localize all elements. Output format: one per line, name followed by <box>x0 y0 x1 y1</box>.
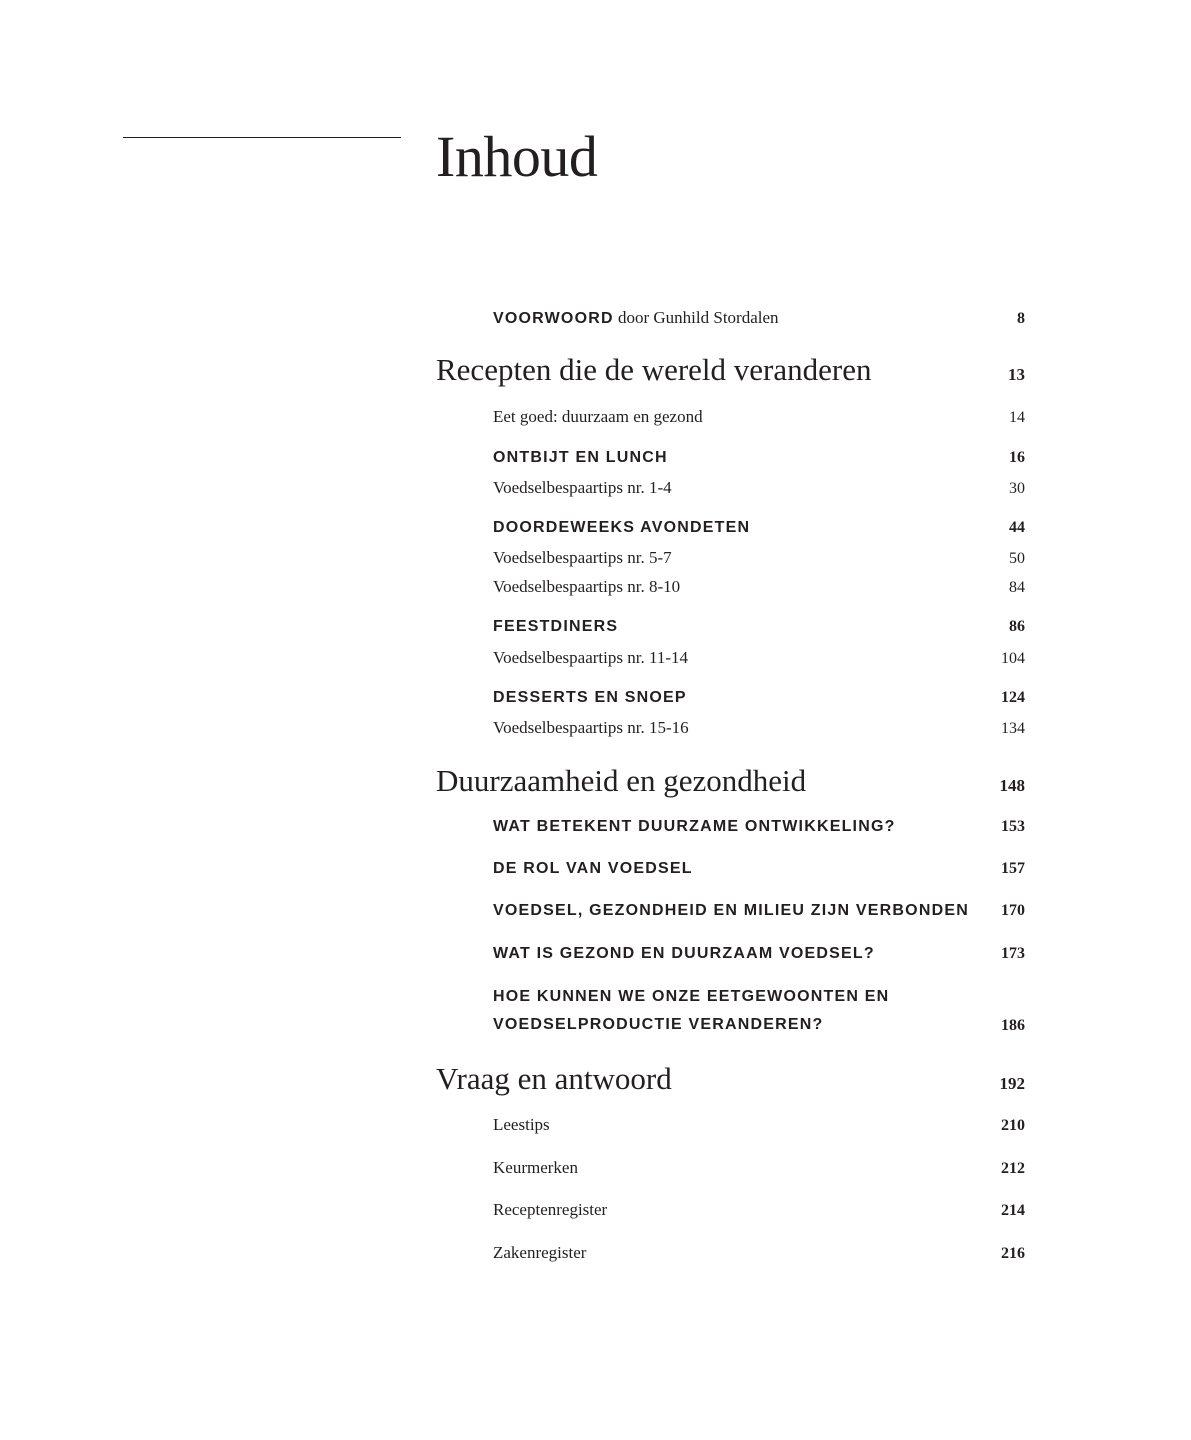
page-title: Inhoud <box>436 124 598 189</box>
toc-page-number: 84 <box>1009 579 1025 596</box>
toc-entry-label: Eet goed: duurzaam en gezond <box>493 407 703 426</box>
toc-chapter[interactable] <box>493 983 1025 1039</box>
toc-part-title: Vraag en antwoord <box>436 1061 672 1096</box>
title-rule <box>123 137 401 138</box>
toc-chapter-label: WAT IS GEZOND EN DUURZAAM VOEDSEL? <box>493 945 875 962</box>
toc-entry-label: Voedselbespaartips nr. 15-16 <box>493 718 689 737</box>
toc-chapter[interactable] <box>493 689 1025 707</box>
toc-entry[interactable] <box>493 548 1025 568</box>
toc-entry[interactable] <box>493 1158 1025 1178</box>
toc-entry[interactable] <box>493 577 1025 597</box>
toc-page-number: 104 <box>1001 650 1025 667</box>
toc-entry[interactable] <box>493 718 1025 738</box>
toc-entry-lead-text: door Gunhild Stordalen <box>617 308 779 327</box>
toc-chapter-label: DESSERTS EN SNOEP <box>493 689 687 706</box>
toc-entry[interactable] <box>493 407 1025 427</box>
toc-entry[interactable] <box>493 1200 1025 1220</box>
toc-page-number: 30 <box>1009 480 1025 497</box>
toc-entry[interactable] <box>493 648 1025 668</box>
toc-page-number: 216 <box>1001 1245 1025 1262</box>
toc-page-number: 16 <box>1009 449 1025 466</box>
toc-chapter-label: FEESTDINERS <box>493 618 619 635</box>
toc-part-vraag[interactable] <box>436 1061 1025 1097</box>
toc-chapter-label: WAT BETEKENT DUURZAME ONTWIKKELING? <box>493 818 896 835</box>
toc-chapter[interactable] <box>493 818 1025 836</box>
toc-page-number: 214 <box>1001 1202 1025 1219</box>
toc-chapter[interactable] <box>493 902 1025 920</box>
toc-chapter-label: DOORDEWEEKS AVONDETEN <box>493 519 751 536</box>
toc-page-number: 124 <box>1001 689 1025 706</box>
toc-chapter-label: VOEDSEL, GEZONDHEID EN MILIEU ZIJN VERBONDEN <box>493 902 969 919</box>
toc-entry[interactable] <box>493 478 1025 498</box>
toc-entry-label: Voedselbespaartips nr. 8-10 <box>493 577 681 596</box>
toc-chapter-label <box>493 983 889 1039</box>
toc-page-number: 8 <box>1017 310 1025 327</box>
toc-entry-label: Zakenregister <box>493 1243 587 1262</box>
toc-entry-label: Leestips <box>493 1115 550 1134</box>
toc-page-number: 86 <box>1009 618 1025 635</box>
toc-chapter[interactable] <box>493 618 1025 636</box>
toc-page-number: 186 <box>1001 1017 1025 1034</box>
toc-entry-label: Voedselbespaartips nr. 1-4 <box>493 478 672 497</box>
toc-page-number: 192 <box>999 1074 1025 1093</box>
toc-page-number: 157 <box>1001 860 1025 877</box>
toc-part-title: Duurzaamheid en gezondheid <box>436 763 807 798</box>
toc-page-number: 50 <box>1009 550 1025 567</box>
toc-entry-label: Keurmerken <box>493 1158 578 1177</box>
toc-page-number: 153 <box>1001 818 1025 835</box>
toc-page-number: 13 <box>1008 365 1025 384</box>
toc-page-number: 170 <box>1001 902 1025 919</box>
toc-chapter-label: DE ROL VAN VOEDSEL <box>493 860 693 877</box>
toc-entry-lead-caps: VOORWOORD <box>493 310 614 327</box>
toc-entry-label: Receptenregister <box>493 1200 608 1219</box>
toc-chapter[interactable] <box>493 860 1025 878</box>
toc-page-number: 44 <box>1009 519 1025 536</box>
toc-entry[interactable] <box>493 1115 1025 1135</box>
toc-part-duurzaamheid[interactable] <box>436 763 1025 799</box>
toc-entry-label: Voedselbespaartips nr. 11-14 <box>493 648 688 667</box>
toc-chapter-label-line1: HOE KUNNEN WE ONZE EETGEWOONTEN EN <box>493 988 890 1005</box>
toc-chapter[interactable] <box>493 945 1025 963</box>
toc-page-number: 134 <box>1001 720 1025 737</box>
toc-page-number: 173 <box>1001 945 1025 962</box>
toc-page-number: 212 <box>1001 1160 1025 1177</box>
toc-entry-label <box>493 308 779 328</box>
toc-entry[interactable] <box>493 1243 1025 1263</box>
toc-chapter[interactable] <box>493 449 1025 467</box>
toc-chapter-label-line2: VOEDSELPRODUCTIE VERANDEREN? <box>493 1016 824 1033</box>
toc-part-title: Recepten die de wereld veranderen <box>436 352 872 387</box>
toc-part-recepten[interactable] <box>436 352 1025 388</box>
toc-entry-voorwoord[interactable] <box>493 308 1025 328</box>
toc-page-number: 148 <box>999 776 1025 795</box>
toc-entry-label: Voedselbespaartips nr. 5-7 <box>493 548 672 567</box>
toc-chapter[interactable] <box>493 519 1025 537</box>
toc-page-number: 14 <box>1009 409 1025 426</box>
toc-chapter-label: ONTBIJT EN LUNCH <box>493 449 668 466</box>
toc-page-number: 210 <box>1001 1117 1025 1134</box>
